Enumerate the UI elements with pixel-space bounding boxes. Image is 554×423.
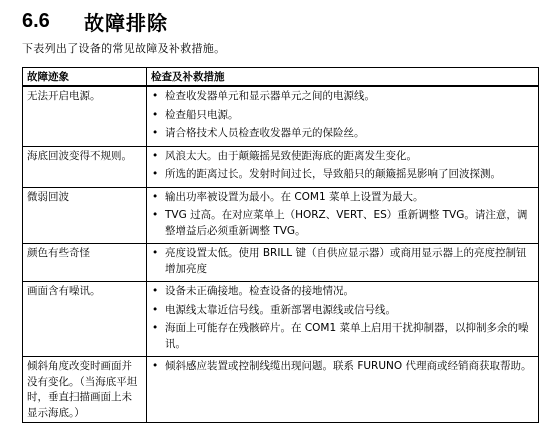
intro-text: 下表列出了设备的常见故障及补救措施。: [22, 42, 226, 55]
remedy-list: [151, 284, 534, 352]
remedy-list: [151, 246, 534, 277]
remedy-cell: [147, 244, 539, 282]
remedy-list: [151, 149, 534, 183]
table-row: [23, 357, 539, 423]
remedy-item: • 电源线太靠近信号线。重新部署电源线或信号线。: [151, 303, 534, 319]
remedy-cell: [147, 282, 539, 357]
remedy-cell: [147, 187, 539, 244]
remedy-cell: [147, 357, 539, 423]
section-number: 6.6: [22, 9, 50, 32]
remedy-item: • 输出功率被设置为最小。在 COM1 菜单上设置为最大。: [151, 190, 534, 206]
symptom-cell: 倾斜角度改变时画面并没有变化。（当海底平坦时，垂直扫描画面上未显示海底。）: [23, 357, 147, 423]
remedy-item: • 设备未正确接地。检查设备的接地情况。: [151, 284, 534, 300]
table-row: [23, 86, 539, 146]
remedy-item: • 请合格技术人员检查收发器单元的保险丝。: [151, 126, 534, 142]
symptom-cell: 海底回波变得不规则。: [23, 146, 147, 187]
symptom-cell: 颜色有些奇怪: [23, 244, 147, 282]
remedy-item: • 所选的距离过长。发射时间过长，导致船只的颠簸摇晃影响了回波探测。: [151, 167, 534, 183]
symptom-cell: 无法开启电源。: [23, 86, 147, 146]
remedy-item: • 亮度设置太低。使用 BRILL 键（自供应显示器）或商用显示器上的亮度控制钮增加亮度: [151, 246, 534, 277]
table-row: [23, 244, 539, 282]
table-header-row: [23, 68, 539, 87]
table-row: [23, 282, 539, 357]
table-row: [23, 187, 539, 244]
remedy-list: [151, 190, 534, 240]
remedy-item: • 风浪太大。由于颠簸摇晃致使距海底的距离发生变化。: [151, 149, 534, 165]
remedy-cell: [147, 86, 539, 146]
column-header-remedy: 检查及补救措施: [147, 68, 539, 87]
table-row: [23, 146, 539, 187]
troubleshooting-table: [22, 67, 539, 423]
remedy-item: • TVG 过高。在对应菜单上（HORZ、VERT、ES）重新调整 TVG。请注意，调整增益后必须重新调整 TVG。: [151, 208, 534, 239]
symptom-cell: 画面含有噪讯。: [23, 282, 147, 357]
section-title: 故障排除: [84, 10, 168, 35]
remedy-item: • 海面上可能存在残骸碎片。在 COM1 菜单上启用干扰抑制器，以抑制多余的噪讯。: [151, 321, 534, 352]
column-header-symptom: 故障迹象: [23, 68, 147, 87]
remedy-item: • 检查船只电源。: [151, 108, 534, 124]
remedy-list: [151, 359, 534, 375]
remedy-item: • 倾斜感应装置或控制线缆出现问题。联系 FURUNO 代理商或经销商获取帮助。: [151, 359, 534, 375]
remedy-item: • 检查收发器单元和显示器单元之间的电源线。: [151, 89, 534, 105]
symptom-cell: 微弱回波: [23, 187, 147, 244]
remedy-cell: [147, 146, 539, 187]
remedy-list: [151, 89, 534, 142]
section-header: [22, 6, 168, 36]
